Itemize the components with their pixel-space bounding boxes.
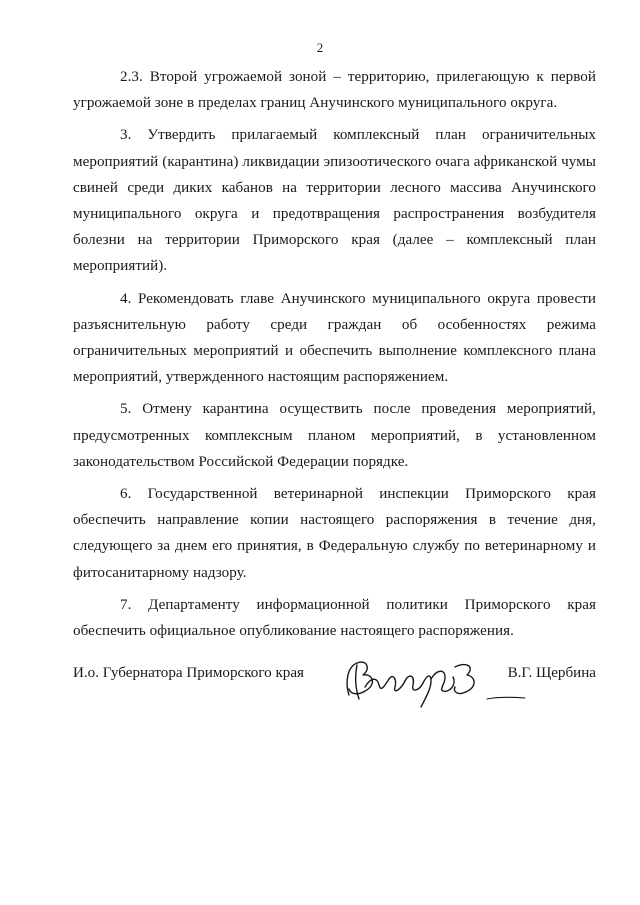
page-number: 2 [316,40,324,55]
handwritten-signature [335,655,485,713]
signatory-title: И.о. Губернатора Приморского края [73,665,304,681]
signature-block [73,655,596,715]
paragraph-7: 7. Департаменту информационной политики Приморского края обеспечить официальное опубликование настоящего распоряжения. [73,596,596,640]
signature-underline [485,695,527,701]
document-body [73,64,596,650]
paragraph-3: 3. Утвердить прилагаемый комплексный план ограничительных мероприятий (карантина) ликвидации эпизоотического очага африканской чумы свиней среди диких кабанов на территории лесного массива Анучинского муниципального округа и предотвращения распространения возбудителя болезни на территории Приморского края (далее – комплексный план мероприятий). [73,127,596,275]
paragraph-2-3: 2.3. Второй угрожаемой зоной – территорию, прилегающую к первой угрожаемой зоне в пределах границ Анучинского муниципального округа. [73,69,596,112]
signatory-name: В.Г. Щербина [507,665,596,681]
paragraph-6: 6. Государственной ветеринарной инспекции Приморского края обеспечить направление копии настоящего распоряжения в течение дня, следующего за днем его принятия, в Федеральную службу по ветеринарному и фитосанитарному надзору. [73,486,596,581]
paragraph-5: 5. Отмену карантина осуществить после проведения мероприятий, предусмотренных комплексным планом мероприятий, в установленном законодательством Российской Федерации порядке. [73,401,596,470]
paragraph-4: 4. Рекомендовать главе Анучинского муниципального округа провести разъяснительную работу среди граждан об особенностях режима ограничительных мероприятий и обеспечить выполнение комплексного плана мероприятий, утвержденного настоящим распоряжением. [73,290,596,386]
